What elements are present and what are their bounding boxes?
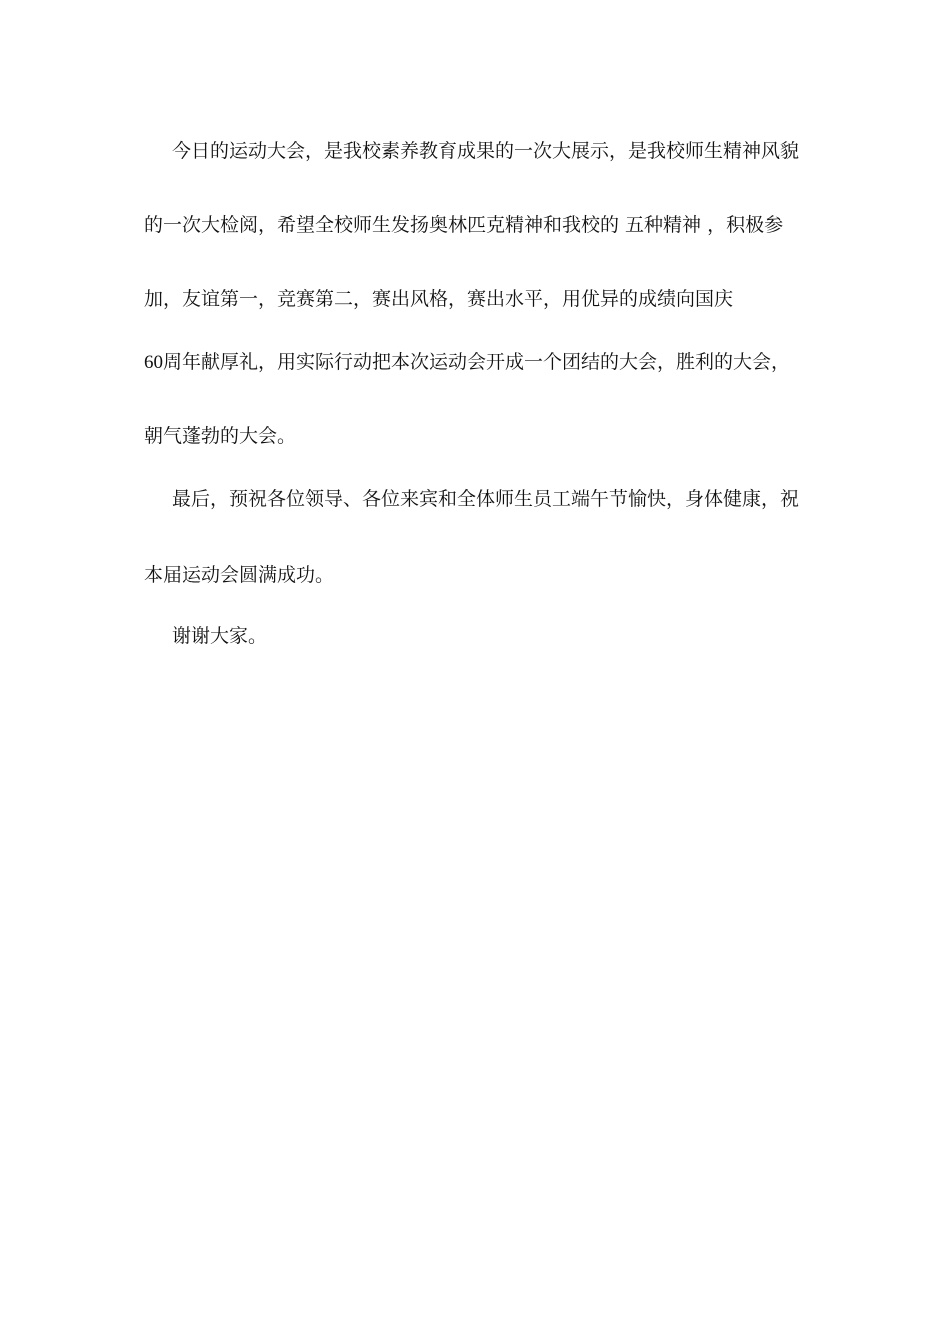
paragraph-1-line-3: 加，友谊第一，竞赛第二，赛出风格，赛出水平，用优异的成绩向国庆 [144,288,734,310]
paragraph-1-line-2: 的一次大检阅，希望全校师生发扬奥林匹克精神和我校的 五种精神 ，积极参 [144,214,784,236]
paragraph-3-line-1: 谢谢大家。 [172,625,268,647]
paragraph-2-line-1: 最后，预祝各位领导、各位来宾和全体师生员工端午节愉快，身体健康，祝 [172,488,800,510]
number-60: 60 [144,352,163,373]
paragraph-1-line-5: 朝气蓬勃的大会。 [144,425,297,447]
paragraph-1-line-1: 今日的运动大会，是我校素养教育成果的一次大展示，是我校师生精神风貌 [172,140,800,162]
paragraph-1-line-4-text: 周年献厚礼，用实际行动把本次运动会开成一个团结的大会，胜利的大会， [163,351,791,373]
paragraph-1-line-4 [144,350,790,375]
paragraph-2-line-2: 本届运动会圆满成功。 [144,564,335,586]
